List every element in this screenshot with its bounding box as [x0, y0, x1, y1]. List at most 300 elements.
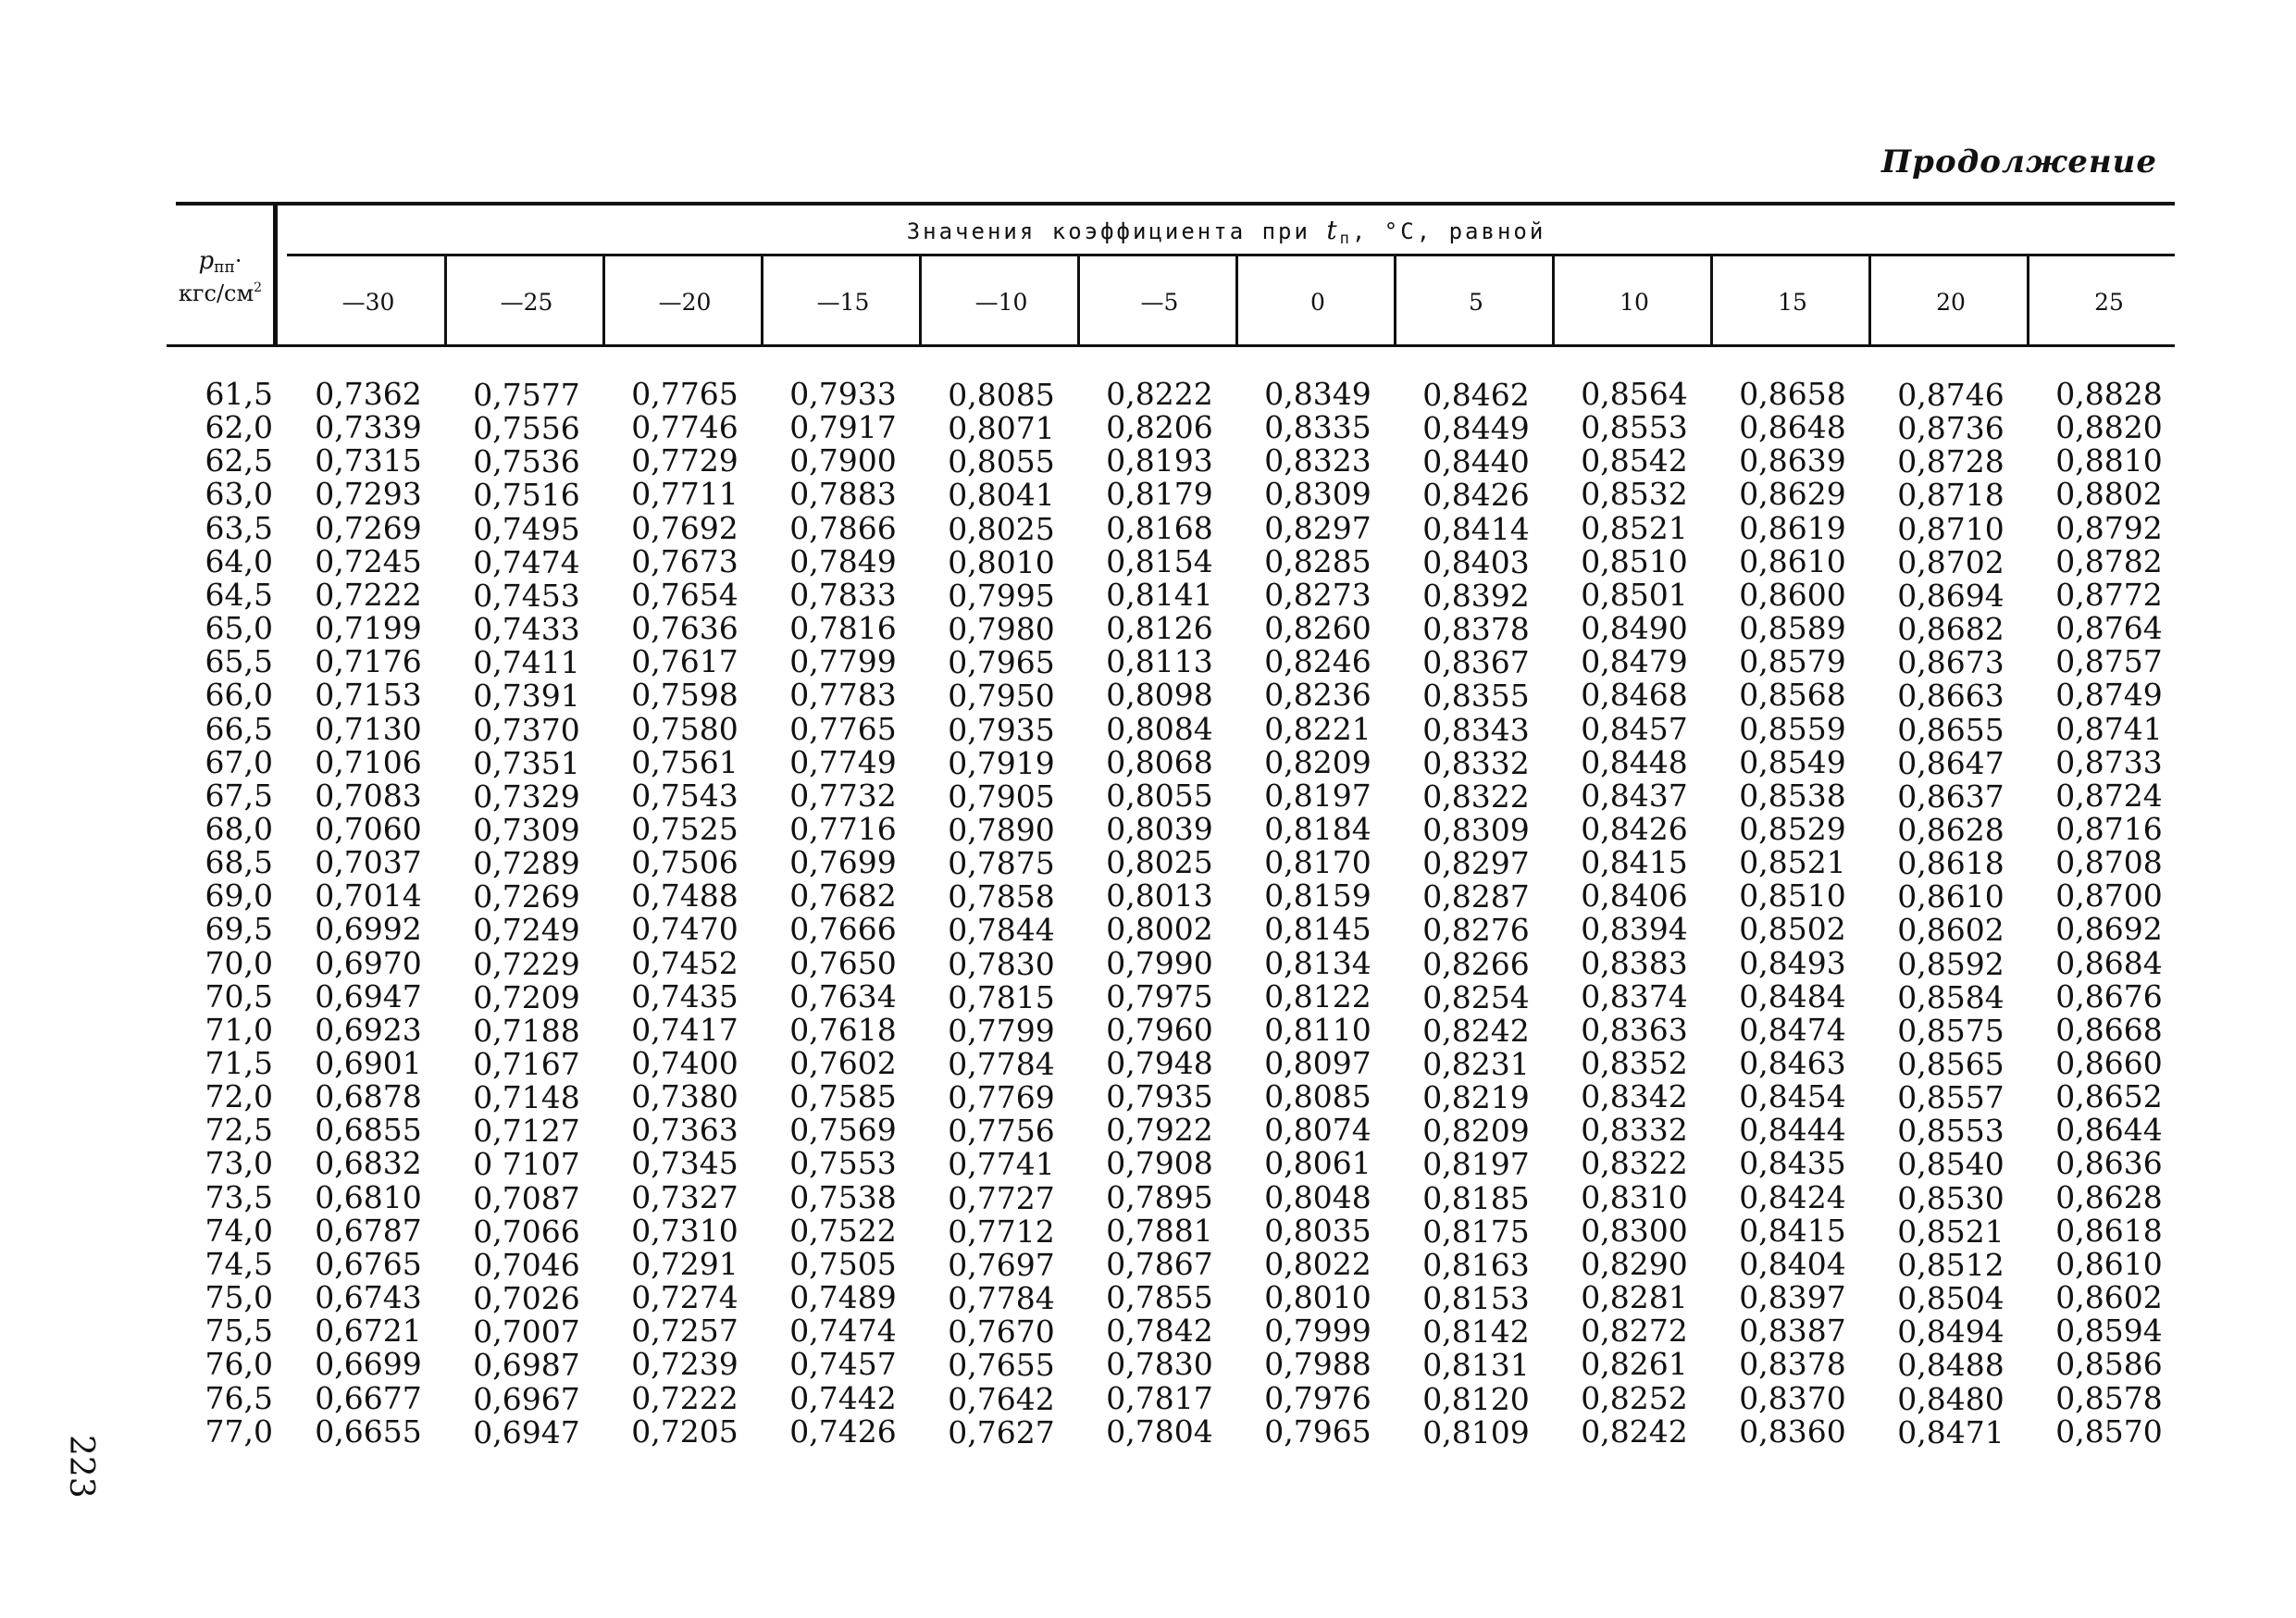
- table-cell: 0,8342: [1581, 1078, 1688, 1115]
- table-cell: 0,7561: [631, 743, 738, 780]
- param-column-header: [169, 245, 271, 308]
- row-pressure: 61,5: [205, 376, 273, 412]
- table-cell: 0,7556: [473, 410, 580, 447]
- table-cell: 0,7066: [473, 1213, 580, 1250]
- table-cell: 0,8501: [1581, 576, 1688, 613]
- group-header: [287, 215, 2166, 248]
- table-cell: 0,7457: [789, 1346, 897, 1383]
- table-cell: 0,7269: [315, 509, 422, 546]
- column-header: —15: [816, 289, 870, 316]
- table-cell: 0,6855: [315, 1112, 422, 1149]
- table-cell: 0,8673: [1897, 644, 2004, 681]
- table-cell: 0,8287: [1422, 878, 1530, 915]
- table-cell: 0,8529: [1739, 810, 1846, 847]
- table-cell: 0,7495: [473, 510, 580, 547]
- table-cell: 0,8655: [1897, 711, 2004, 748]
- table-cell: 0,6765: [315, 1245, 422, 1282]
- column-divider: [602, 256, 605, 344]
- table-cell: 0,8589: [1739, 610, 1846, 647]
- table-cell: 0,7746: [631, 409, 738, 446]
- table-cell: 0,8159: [1264, 877, 1371, 915]
- row-pressure: 73,5: [205, 1178, 273, 1215]
- table-cell: 0,8297: [1264, 509, 1371, 546]
- table-cell: 0,7148: [473, 1079, 580, 1116]
- table-cell: 0,7817: [1106, 1379, 1213, 1416]
- table-cell: 0,6901: [315, 1045, 422, 1081]
- row-pressure: 69,5: [205, 911, 273, 948]
- table-cell: 0,8260: [1264, 610, 1371, 647]
- table-cell: 0,8610: [2055, 1245, 2163, 1282]
- table-cell: 0,8565: [1897, 1046, 2004, 1082]
- table-cell: 0,7765: [789, 710, 897, 747]
- table-cell: 0,7209: [473, 978, 580, 1015]
- table-cell: 0,8733: [2055, 743, 2163, 780]
- table-cell: 0,8281: [1581, 1279, 1688, 1316]
- table-cell: 0,7222: [631, 1379, 738, 1416]
- table-cell: 0,8068: [1106, 743, 1213, 780]
- table-cell: 0,8710: [1897, 510, 2004, 547]
- table-cell: 0,8406: [1581, 877, 1688, 915]
- table-cell: 0,8374: [1581, 977, 1688, 1014]
- table-cell: 0,7783: [789, 677, 897, 714]
- column-divider: [1235, 256, 1238, 344]
- column-divider: [919, 256, 922, 344]
- table-cell: 0,8440: [1422, 443, 1530, 480]
- table-cell: 0,6655: [315, 1413, 422, 1450]
- table-cell: 0,8757: [2055, 643, 2163, 680]
- table-cell: 0,7980: [948, 611, 1055, 648]
- table-cell: 0,7842: [1106, 1313, 1213, 1350]
- header-bottom-rule: [167, 344, 2175, 347]
- table-cell: 0,7060: [315, 810, 422, 847]
- row-pressure: 76,5: [205, 1379, 273, 1416]
- table-cell: 0,7014: [315, 877, 422, 915]
- table-cell: 0,7525: [631, 810, 738, 847]
- column-header: 0: [1310, 289, 1325, 316]
- row-pressure: 71,5: [205, 1045, 273, 1081]
- table-cell: 0,8586: [2055, 1346, 2163, 1383]
- table-cell: 0,7650: [789, 944, 897, 981]
- table-cell: 0,7291: [631, 1245, 738, 1282]
- table-cell: 0,8273: [1264, 576, 1371, 613]
- table-cell: 0,8700: [2055, 877, 2163, 915]
- table-cell: 0,8578: [2055, 1379, 2163, 1416]
- table-cell: 0,8684: [2055, 944, 2163, 981]
- table-cell: 0,8471: [1897, 1413, 2004, 1450]
- table-cell: 0,8694: [1897, 577, 2004, 614]
- table-cell: 0,7580: [631, 710, 738, 747]
- table-cell: 0,8521: [1581, 509, 1688, 546]
- table-cell: 0,8404: [1739, 1245, 1846, 1282]
- table-cell: 0,8437: [1581, 777, 1688, 814]
- table-cell: 0,8504: [1897, 1280, 2004, 1317]
- table-cell: 0,8557: [1897, 1079, 2004, 1116]
- table-cell: 0,8468: [1581, 677, 1688, 714]
- table-cell: 0,8335: [1264, 409, 1371, 446]
- table-cell: 0,7370: [473, 711, 580, 748]
- table-cell: 0,8084: [1106, 710, 1213, 747]
- table-cell: 0,7830: [1106, 1346, 1213, 1383]
- table-cell: 0,7833: [789, 576, 897, 613]
- table-cell: 0,7339: [315, 409, 422, 446]
- table-cell: 0,7849: [789, 542, 897, 579]
- table-cell: 0,7538: [789, 1178, 897, 1215]
- table-cell: 0,8426: [1422, 477, 1530, 514]
- table-cell: 0,7577: [473, 377, 580, 413]
- table-cell: 0,8378: [1739, 1346, 1846, 1383]
- row-pressure: 76,0: [205, 1346, 273, 1383]
- table-cell: 0,7489: [789, 1279, 897, 1316]
- table-cell: 0,7948: [1106, 1045, 1213, 1081]
- table-cell: 0,8592: [1897, 945, 2004, 982]
- table-cell: 0,7516: [473, 477, 580, 514]
- table-cell: 0,8764: [2055, 610, 2163, 647]
- table-cell: 0,8309: [1422, 811, 1530, 848]
- table-cell: 0,8221: [1264, 710, 1371, 747]
- table-cell: 0,8231: [1422, 1046, 1530, 1082]
- table-cell: 0,7345: [631, 1145, 738, 1182]
- column-divider: [1552, 256, 1555, 344]
- table-cell: 0,8782: [2055, 542, 2163, 579]
- table-cell: 0,7362: [315, 376, 422, 412]
- table-cell: 0,8010: [1264, 1279, 1371, 1316]
- param-separator: ·: [234, 248, 242, 274]
- table-cell: 0,7426: [789, 1413, 897, 1450]
- row-pressure: 67,0: [205, 743, 273, 780]
- table-cell: 0,7474: [473, 543, 580, 580]
- table-cell: 0,7666: [789, 911, 897, 948]
- table-cell: 0,8276: [1422, 912, 1530, 949]
- table-cell: 0,7569: [789, 1112, 897, 1149]
- table-cell: 0,8209: [1264, 743, 1371, 780]
- table-cell: 0,7727: [948, 1179, 1055, 1216]
- table-cell: 0,8639: [1739, 442, 1846, 479]
- table-cell: 0,8022: [1264, 1245, 1371, 1282]
- table-cell: 0,7522: [789, 1212, 897, 1249]
- table-cell: 0,8424: [1739, 1178, 1846, 1215]
- table-cell: 0,7919: [948, 744, 1055, 781]
- table-cell: 0,7682: [789, 877, 897, 915]
- table-cell: 0,8579: [1739, 643, 1846, 680]
- table-cell: 0,7257: [631, 1313, 738, 1350]
- table-cell: 0,8628: [2055, 1178, 2163, 1215]
- table-cell: 0,8493: [1739, 944, 1846, 981]
- table-cell: 0,8134: [1264, 944, 1371, 981]
- table-cell: 0,7654: [631, 576, 738, 613]
- table-cell: 0,7380: [631, 1078, 738, 1115]
- table-cell: 0,7602: [789, 1045, 897, 1081]
- table-cell: 0,7474: [789, 1313, 897, 1350]
- table-cell: 0,8185: [1422, 1179, 1530, 1216]
- table-cell: 0,8055: [948, 443, 1055, 480]
- table-cell: 0,7417: [631, 1011, 738, 1048]
- table-cell: 0,8682: [1897, 611, 2004, 648]
- table-cell: 0,8549: [1739, 743, 1846, 780]
- table-cell: 0,7908: [1106, 1145, 1213, 1182]
- table-cell: 0,8457: [1581, 710, 1688, 747]
- table-cell: 0,8193: [1106, 442, 1213, 479]
- table-cell: 0,7799: [948, 1012, 1055, 1049]
- column-header: 25: [2094, 289, 2124, 316]
- table-cell: 0,8736: [1897, 410, 2004, 447]
- table-cell: 0,8219: [1422, 1079, 1530, 1116]
- table-cell: 0,8792: [2055, 509, 2163, 546]
- table-cell: 0,7176: [315, 643, 422, 680]
- table-cell: 0,7634: [789, 977, 897, 1014]
- table-cell: 0,6947: [473, 1413, 580, 1450]
- table-cell: 0,7315: [315, 442, 422, 479]
- row-pressure: 72,5: [205, 1112, 273, 1149]
- table-cell: 0,8254: [1422, 978, 1530, 1015]
- table-cell: 0,7083: [315, 777, 422, 814]
- table-cell: 0,7935: [948, 711, 1055, 748]
- table-cell: 0,8484: [1739, 977, 1846, 1014]
- table-cell: 0,7749: [789, 743, 897, 780]
- table-cell: 0,8110: [1264, 1011, 1371, 1048]
- table-cell: 0,8097: [1264, 1045, 1371, 1081]
- column-divider: [761, 256, 763, 344]
- table-cell: 0,8261: [1581, 1346, 1688, 1383]
- row-pressure: 64,0: [205, 542, 273, 579]
- table-cell: 0,7804: [1106, 1413, 1213, 1450]
- column-divider: [444, 256, 447, 344]
- table-cell: 0,8363: [1581, 1011, 1688, 1048]
- table-cell: 0,7205: [631, 1413, 738, 1450]
- table-cell: 0,7087: [473, 1179, 580, 1216]
- table-cell: 0,6787: [315, 1212, 422, 1249]
- table-cell: 0,8474: [1739, 1011, 1846, 1048]
- table-cell: 0,6970: [315, 944, 422, 981]
- table-cell: 0,8610: [1739, 542, 1846, 579]
- table-cell: 0,6699: [315, 1346, 422, 1383]
- table-cell: 0,8113: [1106, 643, 1213, 680]
- table-cell: 0 7107: [473, 1146, 580, 1183]
- table-cell: 0,7309: [473, 811, 580, 848]
- column-header: —30: [341, 289, 395, 316]
- table-cell: 0,8153: [1422, 1280, 1530, 1317]
- table-cell: 0,7188: [473, 1012, 580, 1049]
- table-cell: 0,8454: [1739, 1078, 1846, 1115]
- table-cell: 0,7167: [473, 1046, 580, 1082]
- table-cell: 0,8322: [1422, 778, 1530, 815]
- row-pressure: 70,0: [205, 944, 273, 981]
- table-cell: 0,8332: [1581, 1112, 1688, 1149]
- table-cell: 0,7975: [1106, 977, 1213, 1014]
- column-divider: [2027, 256, 2029, 344]
- table-cell: 0,7269: [473, 878, 580, 915]
- param-subscript: пп: [214, 258, 235, 277]
- table-cell: 0,7712: [948, 1213, 1055, 1250]
- table-cell: 0,8521: [1897, 1213, 2004, 1250]
- table-cell: 0,7435: [631, 977, 738, 1014]
- table-cell: 0,8297: [1422, 845, 1530, 882]
- table-cell: 0,8479: [1581, 643, 1688, 680]
- table-cell: 0,7784: [948, 1280, 1055, 1317]
- table-cell: 0,8120: [1422, 1380, 1530, 1417]
- table-cell: 0,8071: [948, 410, 1055, 447]
- table-cell: 0,8660: [2055, 1045, 2163, 1081]
- table-cell: 0,8521: [1739, 844, 1846, 881]
- param-symbol: p: [198, 247, 215, 275]
- table-cell: 0,7890: [948, 811, 1055, 848]
- table-cell: 0,7543: [631, 777, 738, 814]
- table-cell: 0,7229: [473, 945, 580, 982]
- table-cell: 0,6721: [315, 1313, 422, 1350]
- table-cell: 0,7636: [631, 610, 738, 647]
- table-cell: 0,8397: [1739, 1279, 1846, 1316]
- table-cell: 0,8309: [1264, 476, 1371, 513]
- table-cell: 0,8209: [1422, 1113, 1530, 1150]
- table-cell: 0,7999: [1264, 1313, 1371, 1350]
- column-header: 15: [1778, 289, 1807, 316]
- table-cell: 0,8559: [1739, 710, 1846, 747]
- table-cell: 0,7505: [789, 1245, 897, 1282]
- row-pressure: 75,0: [205, 1279, 273, 1316]
- table-cell: 0,8145: [1264, 911, 1371, 948]
- table-cell: 0,7784: [948, 1046, 1055, 1082]
- table-cell: 0,8131: [1422, 1347, 1530, 1384]
- column-header: —20: [658, 289, 712, 316]
- table-cell: 0,8415: [1739, 1212, 1846, 1249]
- table-cell: 0,7329: [473, 778, 580, 815]
- table-cell: 0,7046: [473, 1246, 580, 1283]
- table-cell: 0,7627: [948, 1413, 1055, 1450]
- table-cell: 0,8676: [2055, 977, 2163, 1014]
- table-cell: 0,7274: [631, 1279, 738, 1316]
- table-cell: 0,7598: [631, 677, 738, 714]
- table-cell: 0,7858: [948, 878, 1055, 915]
- table-cell: 0,8310: [1581, 1178, 1688, 1215]
- table-cell: 0,7037: [315, 844, 422, 881]
- table-cell: 0,8828: [2055, 376, 2163, 412]
- row-pressure: 72,0: [205, 1078, 273, 1115]
- column-divider: [1394, 256, 1396, 344]
- table-cell: 0,7536: [473, 443, 580, 480]
- table-cell: 0,7642: [948, 1380, 1055, 1417]
- table-cell: 0,8702: [1897, 543, 2004, 580]
- table-cell: 0,8109: [1422, 1413, 1530, 1450]
- table-cell: 0,7391: [473, 678, 580, 715]
- table-cell: 0,8387: [1739, 1313, 1846, 1350]
- table-cell: 0,8025: [948, 510, 1055, 547]
- table-cell: 0,8002: [1106, 911, 1213, 948]
- column-divider: [1868, 256, 1871, 344]
- table-cell: 0,8692: [2055, 911, 2163, 948]
- table-cell: 0,7007: [473, 1313, 580, 1350]
- table-cell: 0,7222: [315, 576, 422, 613]
- table-cell: 0,8772: [2055, 576, 2163, 613]
- table-cell: 0,8618: [2055, 1212, 2163, 1249]
- page-number: 223: [62, 1435, 100, 1499]
- table-cell: 0,7900: [789, 442, 897, 479]
- row-pressure: 65,0: [205, 610, 273, 647]
- table-cell: 0,7950: [948, 678, 1055, 715]
- table-cell: 0,8370: [1739, 1379, 1846, 1416]
- table-cell: 0,8647: [1897, 744, 2004, 781]
- row-pressure: 77,0: [205, 1413, 273, 1450]
- table-cell: 0,8197: [1422, 1146, 1530, 1183]
- group-header-t: t: [1326, 215, 1340, 245]
- table-cell: 0,7617: [631, 643, 738, 680]
- table-cell: 0,8141: [1106, 576, 1213, 613]
- table-cell: 0,8494: [1897, 1313, 2004, 1350]
- table-cell: 0,8266: [1422, 945, 1530, 982]
- row-pressure: 65,5: [205, 643, 273, 680]
- table-cell: 0,8403: [1422, 543, 1530, 580]
- table-cell: 0,8367: [1422, 644, 1530, 681]
- table-cell: 0,8197: [1264, 777, 1371, 814]
- table-cell: 0,8575: [1897, 1012, 2004, 1049]
- row-pressure: 63,5: [205, 509, 273, 546]
- column-header: 20: [1936, 289, 1966, 316]
- table-cell: 0,8584: [1897, 978, 2004, 1015]
- param-unit-sup: 2: [254, 280, 263, 295]
- table-cell: 0,7867: [1106, 1245, 1213, 1282]
- table-cell: 0,7506: [631, 844, 738, 881]
- row-pressure: 68,0: [205, 810, 273, 847]
- table-cell: 0,7875: [948, 845, 1055, 882]
- table-cell: 0,7933: [789, 376, 897, 412]
- table-cell: 0,7799: [789, 643, 897, 680]
- table-cell: 0,6810: [315, 1178, 422, 1215]
- row-pressure: 74,5: [205, 1245, 273, 1282]
- table-cell: 0,7127: [473, 1113, 580, 1150]
- table-cell: 0,8510: [1739, 877, 1846, 915]
- table-cell: 0,8035: [1264, 1212, 1371, 1249]
- table-cell: 0,8510: [1581, 542, 1688, 579]
- table-cell: 0,6832: [315, 1145, 422, 1182]
- table-cell: 0,8512: [1897, 1246, 2004, 1283]
- table-cell: 0,7741: [948, 1146, 1055, 1183]
- table-cell: 0,7935: [1106, 1078, 1213, 1115]
- table-cell: 0,8629: [1739, 476, 1846, 513]
- table-cell: 0,7711: [631, 476, 738, 513]
- row-pressure: 70,5: [205, 977, 273, 1014]
- table-cell: 0,8802: [2055, 476, 2163, 513]
- table-cell: 0,8746: [1897, 377, 2004, 413]
- table-cell: 0,8360: [1739, 1413, 1846, 1450]
- table-cell: 0,8444: [1739, 1112, 1846, 1149]
- table-cell: 0,8010: [948, 543, 1055, 580]
- table-top-rule: [176, 202, 2175, 205]
- table-cell: 0,8542: [1581, 442, 1688, 479]
- table-cell: 0,8085: [1264, 1078, 1371, 1115]
- table-cell: 0,6677: [315, 1379, 422, 1416]
- table-cell: 0,8414: [1422, 510, 1530, 547]
- table-cell: 0,7692: [631, 509, 738, 546]
- table-cell: 0,6947: [315, 977, 422, 1014]
- table-cell: 0,7729: [631, 442, 738, 479]
- table-cell: 0,8728: [1897, 443, 2004, 480]
- table-cell: 0,8644: [2055, 1112, 2163, 1149]
- table-cell: 0,8553: [1581, 409, 1688, 446]
- table-cell: 0,8343: [1422, 711, 1530, 748]
- table-cell: 0,7732: [789, 777, 897, 814]
- table-cell: 0,8820: [2055, 409, 2163, 446]
- table-cell: 0,7917: [789, 409, 897, 446]
- table-cell: 0,8184: [1264, 810, 1371, 847]
- table-cell: 0,7881: [1106, 1212, 1213, 1249]
- table-cell: 0,8285: [1264, 542, 1371, 579]
- table-cell: 0,8426: [1581, 810, 1688, 847]
- table-cell: 0,7855: [1106, 1279, 1213, 1316]
- table-cell: 0,7756: [948, 1113, 1055, 1150]
- table-cell: 0,7765: [631, 376, 738, 412]
- table-cell: 0,7433: [473, 611, 580, 648]
- table-cell: 0,7922: [1106, 1112, 1213, 1149]
- table-cell: 0,8236: [1264, 677, 1371, 714]
- table-cell: 0,6923: [315, 1011, 422, 1048]
